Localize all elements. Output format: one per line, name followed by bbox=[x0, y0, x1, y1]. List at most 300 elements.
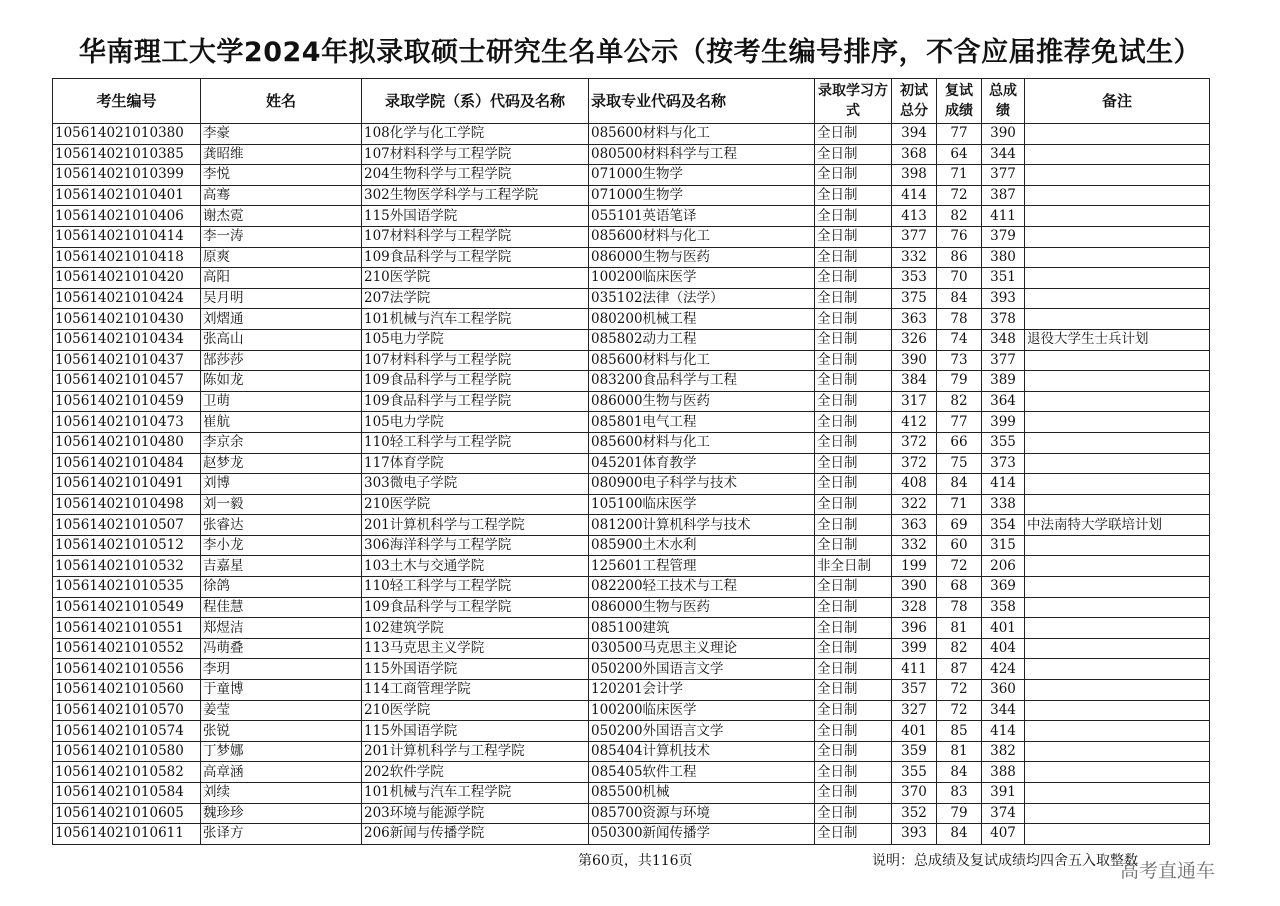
cell-study-mode: 全日制 bbox=[815, 391, 892, 412]
cell-remark bbox=[1025, 824, 1210, 845]
cell-remark bbox=[1025, 494, 1210, 515]
table-row bbox=[53, 474, 1210, 495]
table-row bbox=[53, 741, 1210, 762]
cell-study-mode: 全日制 bbox=[815, 803, 892, 824]
cell-name: 龚昭维 bbox=[201, 144, 362, 165]
cell-total-score: 206 bbox=[982, 556, 1025, 577]
table-row bbox=[53, 247, 1210, 268]
table-row bbox=[53, 329, 1210, 350]
cell-initial-score: 363 bbox=[892, 515, 937, 536]
cell-initial-score: 411 bbox=[892, 659, 937, 680]
cell-name: 冯萌叠 bbox=[201, 638, 362, 659]
cell-retest-score: 82 bbox=[937, 638, 982, 659]
cell-retest-score: 84 bbox=[937, 474, 982, 495]
cell-total-score: 389 bbox=[982, 371, 1025, 392]
cell-total-score: 401 bbox=[982, 618, 1025, 639]
cell-college: 117体育学院 bbox=[362, 453, 589, 474]
col-header-retest: 复试成绩 bbox=[937, 79, 982, 124]
cell-retest-score: 71 bbox=[937, 165, 982, 186]
cell-initial-score: 368 bbox=[892, 144, 937, 165]
table-row bbox=[53, 144, 1210, 165]
cell-college: 103土木与交通学院 bbox=[362, 556, 589, 577]
cell-college: 109食品科学与工程学院 bbox=[362, 391, 589, 412]
cell-student-id: 105614021010459 bbox=[53, 391, 201, 412]
cell-total-score: 404 bbox=[982, 638, 1025, 659]
cell-remark bbox=[1025, 206, 1210, 227]
cell-total-score: 407 bbox=[982, 824, 1025, 845]
cell-study-mode: 全日制 bbox=[815, 226, 892, 247]
table-row bbox=[53, 185, 1210, 206]
cell-initial-score: 414 bbox=[892, 185, 937, 206]
table-row bbox=[53, 824, 1210, 845]
cell-college: 115外国语学院 bbox=[362, 659, 589, 680]
cell-total-score: 373 bbox=[982, 453, 1025, 474]
cell-remark bbox=[1025, 659, 1210, 680]
table-row bbox=[53, 350, 1210, 371]
cell-study-mode: 全日制 bbox=[815, 350, 892, 371]
cell-retest-score: 73 bbox=[937, 350, 982, 371]
cell-student-id: 105614021010434 bbox=[53, 329, 201, 350]
cell-remark bbox=[1025, 721, 1210, 742]
cell-name: 李悦 bbox=[201, 165, 362, 186]
cell-remark bbox=[1025, 803, 1210, 824]
cell-initial-score: 332 bbox=[892, 535, 937, 556]
cell-college: 302生物医学科学与工程学院 bbox=[362, 185, 589, 206]
cell-remark bbox=[1025, 391, 1210, 412]
cell-major: 085600材料与化工 bbox=[589, 432, 815, 453]
cell-remark bbox=[1025, 247, 1210, 268]
cell-retest-score: 85 bbox=[937, 721, 982, 742]
table-row bbox=[53, 412, 1210, 433]
cell-total-score: 379 bbox=[982, 226, 1025, 247]
cell-initial-score: 399 bbox=[892, 638, 937, 659]
cell-college: 108化学与化工学院 bbox=[362, 124, 589, 145]
cell-student-id: 105614021010399 bbox=[53, 165, 201, 186]
table-row bbox=[53, 597, 1210, 618]
cell-retest-score: 81 bbox=[937, 741, 982, 762]
cell-major: 082200轻工技术与工程 bbox=[589, 577, 815, 598]
cell-name: 张高山 bbox=[201, 329, 362, 350]
cell-major: 086000生物与医药 bbox=[589, 597, 815, 618]
cell-student-id: 105614021010551 bbox=[53, 618, 201, 639]
cell-study-mode: 全日制 bbox=[815, 700, 892, 721]
cell-initial-score: 317 bbox=[892, 391, 937, 412]
table-row bbox=[53, 515, 1210, 536]
cell-total-score: 338 bbox=[982, 494, 1025, 515]
cell-name: 陈如龙 bbox=[201, 371, 362, 392]
cell-student-id: 105614021010507 bbox=[53, 515, 201, 536]
cell-major: 100200临床医学 bbox=[589, 700, 815, 721]
col-header-initial: 初试总分 bbox=[892, 79, 937, 124]
cell-college: 107材料科学与工程学院 bbox=[362, 350, 589, 371]
cell-retest-score: 64 bbox=[937, 144, 982, 165]
cell-student-id: 105614021010437 bbox=[53, 350, 201, 371]
cell-student-id: 105614021010582 bbox=[53, 762, 201, 783]
cell-initial-score: 372 bbox=[892, 432, 937, 453]
cell-college: 303微电子学院 bbox=[362, 474, 589, 495]
table-row bbox=[53, 391, 1210, 412]
cell-major: 085802动力工程 bbox=[589, 329, 815, 350]
cell-retest-score: 78 bbox=[937, 309, 982, 330]
cell-initial-score: 372 bbox=[892, 453, 937, 474]
cell-initial-score: 357 bbox=[892, 680, 937, 701]
cell-study-mode: 非全日制 bbox=[815, 556, 892, 577]
col-header-college: 录取学院（系）代码及名称 bbox=[362, 79, 589, 124]
cell-study-mode: 全日制 bbox=[815, 165, 892, 186]
table-row bbox=[53, 535, 1210, 556]
table-row bbox=[53, 618, 1210, 639]
table-row bbox=[53, 309, 1210, 330]
cell-total-score: 374 bbox=[982, 803, 1025, 824]
cell-name: 刘熠通 bbox=[201, 309, 362, 330]
cell-major: 085404计算机技术 bbox=[589, 741, 815, 762]
cell-name: 徐鸽 bbox=[201, 577, 362, 598]
table-row bbox=[53, 803, 1210, 824]
cell-total-score: 388 bbox=[982, 762, 1025, 783]
cell-name: 张译方 bbox=[201, 824, 362, 845]
cell-major: 085600材料与化工 bbox=[589, 226, 815, 247]
cell-student-id: 105614021010512 bbox=[53, 535, 201, 556]
cell-major: 085600材料与化工 bbox=[589, 124, 815, 145]
cell-retest-score: 75 bbox=[937, 453, 982, 474]
cell-total-score: 344 bbox=[982, 700, 1025, 721]
cell-initial-score: 377 bbox=[892, 226, 937, 247]
cell-study-mode: 全日制 bbox=[815, 721, 892, 742]
page-number: 第60页，共116页 bbox=[578, 853, 693, 869]
cell-major: 083200食品科学与工程 bbox=[589, 371, 815, 392]
cell-name: 李玥 bbox=[201, 659, 362, 680]
cell-major: 105100临床医学 bbox=[589, 494, 815, 515]
cell-study-mode: 全日制 bbox=[815, 762, 892, 783]
cell-remark bbox=[1025, 556, 1210, 577]
cell-student-id: 105614021010484 bbox=[53, 453, 201, 474]
cell-initial-score: 412 bbox=[892, 412, 937, 433]
cell-study-mode: 全日制 bbox=[815, 206, 892, 227]
cell-remark: 中法南特大学联培计划 bbox=[1025, 515, 1210, 536]
cell-major: 085405软件工程 bbox=[589, 762, 815, 783]
cell-name: 吉嘉星 bbox=[201, 556, 362, 577]
cell-college: 109食品科学与工程学院 bbox=[362, 597, 589, 618]
cell-major: 050200外国语言文学 bbox=[589, 659, 815, 680]
cell-name: 赵梦龙 bbox=[201, 453, 362, 474]
cell-initial-score: 394 bbox=[892, 124, 937, 145]
table-row bbox=[53, 659, 1210, 680]
cell-remark bbox=[1025, 124, 1210, 145]
cell-student-id: 105614021010457 bbox=[53, 371, 201, 392]
cell-name: 高骞 bbox=[201, 185, 362, 206]
cell-major: 071000生物学 bbox=[589, 165, 815, 186]
cell-retest-score: 81 bbox=[937, 618, 982, 639]
cell-remark bbox=[1025, 535, 1210, 556]
cell-retest-score: 70 bbox=[937, 268, 982, 289]
cell-remark bbox=[1025, 618, 1210, 639]
cell-remark bbox=[1025, 680, 1210, 701]
cell-name: 原爽 bbox=[201, 247, 362, 268]
cell-college: 115外国语学院 bbox=[362, 206, 589, 227]
cell-initial-score: 322 bbox=[892, 494, 937, 515]
cell-total-score: 364 bbox=[982, 391, 1025, 412]
cell-major: 085500机械 bbox=[589, 783, 815, 804]
cell-college: 115外国语学院 bbox=[362, 721, 589, 742]
cell-study-mode: 全日制 bbox=[815, 432, 892, 453]
cell-student-id: 105614021010380 bbox=[53, 124, 201, 145]
cell-remark bbox=[1025, 432, 1210, 453]
cell-total-score: 360 bbox=[982, 680, 1025, 701]
cell-retest-score: 76 bbox=[937, 226, 982, 247]
cell-student-id: 105614021010570 bbox=[53, 700, 201, 721]
cell-name: 郑煜洁 bbox=[201, 618, 362, 639]
cell-study-mode: 全日制 bbox=[815, 535, 892, 556]
admission-table bbox=[52, 78, 1210, 845]
cell-remark bbox=[1025, 371, 1210, 392]
table-header-row bbox=[53, 79, 1210, 124]
table-row bbox=[53, 206, 1210, 227]
cell-college: 210医学院 bbox=[362, 700, 589, 721]
col-header-id: 考生编号 bbox=[53, 79, 201, 124]
cell-total-score: 355 bbox=[982, 432, 1025, 453]
cell-study-mode: 全日制 bbox=[815, 515, 892, 536]
cell-retest-score: 72 bbox=[937, 185, 982, 206]
cell-initial-score: 353 bbox=[892, 268, 937, 289]
cell-name: 崔航 bbox=[201, 412, 362, 433]
cell-initial-score: 326 bbox=[892, 329, 937, 350]
cell-student-id: 105614021010584 bbox=[53, 783, 201, 804]
cell-retest-score: 71 bbox=[937, 494, 982, 515]
table-row bbox=[53, 165, 1210, 186]
cell-name: 刘一毅 bbox=[201, 494, 362, 515]
cell-major: 055101英语笔译 bbox=[589, 206, 815, 227]
cell-college: 113马克思主义学院 bbox=[362, 638, 589, 659]
cell-student-id: 105614021010473 bbox=[53, 412, 201, 433]
cell-remark bbox=[1025, 762, 1210, 783]
cell-college: 210医学院 bbox=[362, 268, 589, 289]
cell-remark bbox=[1025, 144, 1210, 165]
cell-major: 050300新闻传播学 bbox=[589, 824, 815, 845]
cell-retest-score: 78 bbox=[937, 597, 982, 618]
cell-initial-score: 359 bbox=[892, 741, 937, 762]
cell-student-id: 105614021010498 bbox=[53, 494, 201, 515]
cell-study-mode: 全日制 bbox=[815, 680, 892, 701]
cell-initial-score: 393 bbox=[892, 824, 937, 845]
cell-remark bbox=[1025, 474, 1210, 495]
cell-remark bbox=[1025, 453, 1210, 474]
cell-college: 204生物科学与工程学院 bbox=[362, 165, 589, 186]
cell-college: 306海洋科学与工程学院 bbox=[362, 535, 589, 556]
cell-initial-score: 332 bbox=[892, 247, 937, 268]
cell-study-mode: 全日制 bbox=[815, 124, 892, 145]
cell-total-score: 351 bbox=[982, 268, 1025, 289]
cell-study-mode: 全日制 bbox=[815, 783, 892, 804]
cell-total-score: 344 bbox=[982, 144, 1025, 165]
cell-college: 201计算机科学与工程学院 bbox=[362, 741, 589, 762]
table-row bbox=[53, 268, 1210, 289]
cell-remark bbox=[1025, 268, 1210, 289]
cell-retest-score: 86 bbox=[937, 247, 982, 268]
cell-major: 120201会计学 bbox=[589, 680, 815, 701]
cell-college: 109食品科学与工程学院 bbox=[362, 247, 589, 268]
cell-total-score: 399 bbox=[982, 412, 1025, 433]
page-title: 华南理工大学2024年拟录取硕士研究生名单公示（按考生编号排序，不含应届推荐免试生） bbox=[78, 37, 1202, 68]
cell-student-id: 105614021010406 bbox=[53, 206, 201, 227]
cell-retest-score: 69 bbox=[937, 515, 982, 536]
cell-study-mode: 全日制 bbox=[815, 288, 892, 309]
cell-college: 210医学院 bbox=[362, 494, 589, 515]
cell-retest-score: 84 bbox=[937, 762, 982, 783]
cell-remark bbox=[1025, 165, 1210, 186]
col-header-mode: 录取学习方式 bbox=[815, 79, 892, 124]
cell-student-id: 105614021010418 bbox=[53, 247, 201, 268]
cell-name: 郜莎莎 bbox=[201, 350, 362, 371]
cell-name: 谢杰霓 bbox=[201, 206, 362, 227]
cell-remark: 退役大学生士兵计划 bbox=[1025, 329, 1210, 350]
cell-initial-score: 375 bbox=[892, 288, 937, 309]
cell-name: 张睿达 bbox=[201, 515, 362, 536]
cell-study-mode: 全日制 bbox=[815, 741, 892, 762]
cell-name: 李豪 bbox=[201, 124, 362, 145]
cell-remark bbox=[1025, 700, 1210, 721]
cell-major: 100200临床医学 bbox=[589, 268, 815, 289]
table-body bbox=[53, 124, 1210, 845]
cell-remark bbox=[1025, 412, 1210, 433]
cell-remark bbox=[1025, 288, 1210, 309]
table-row bbox=[53, 762, 1210, 783]
table-row bbox=[53, 556, 1210, 577]
cell-study-mode: 全日制 bbox=[815, 577, 892, 598]
cell-study-mode: 全日制 bbox=[815, 185, 892, 206]
cell-college: 110轻工科学与工程学院 bbox=[362, 432, 589, 453]
cell-major: 086000生物与医药 bbox=[589, 247, 815, 268]
cell-total-score: 424 bbox=[982, 659, 1025, 680]
cell-retest-score: 72 bbox=[937, 556, 982, 577]
cell-study-mode: 全日制 bbox=[815, 329, 892, 350]
cell-initial-score: 355 bbox=[892, 762, 937, 783]
cell-total-score: 414 bbox=[982, 721, 1025, 742]
cell-college: 202软件学院 bbox=[362, 762, 589, 783]
cell-remark bbox=[1025, 783, 1210, 804]
cell-student-id: 105614021010560 bbox=[53, 680, 201, 701]
cell-retest-score: 68 bbox=[937, 577, 982, 598]
cell-initial-score: 390 bbox=[892, 350, 937, 371]
cell-study-mode: 全日制 bbox=[815, 247, 892, 268]
cell-total-score: 414 bbox=[982, 474, 1025, 495]
cell-name: 丁梦娜 bbox=[201, 741, 362, 762]
cell-major: 045201体育教学 bbox=[589, 453, 815, 474]
cell-initial-score: 363 bbox=[892, 309, 937, 330]
cell-college: 107材料科学与工程学院 bbox=[362, 144, 589, 165]
cell-name: 高阳 bbox=[201, 268, 362, 289]
cell-total-score: 378 bbox=[982, 309, 1025, 330]
cell-major: 125601工程管理 bbox=[589, 556, 815, 577]
cell-student-id: 105614021010580 bbox=[53, 741, 201, 762]
cell-remark bbox=[1025, 309, 1210, 330]
table-row bbox=[53, 371, 1210, 392]
cell-total-score: 382 bbox=[982, 741, 1025, 762]
cell-name: 李一涛 bbox=[201, 226, 362, 247]
cell-total-score: 387 bbox=[982, 185, 1025, 206]
cell-name: 高章涵 bbox=[201, 762, 362, 783]
cell-student-id: 105614021010430 bbox=[53, 309, 201, 330]
watermark: 高考直通车 bbox=[1120, 860, 1216, 882]
cell-initial-score: 413 bbox=[892, 206, 937, 227]
col-header-total: 总成绩 bbox=[982, 79, 1025, 124]
cell-initial-score: 370 bbox=[892, 783, 937, 804]
cell-college: 203环境与能源学院 bbox=[362, 803, 589, 824]
cell-total-score: 358 bbox=[982, 597, 1025, 618]
cell-student-id: 105614021010401 bbox=[53, 185, 201, 206]
cell-retest-score: 72 bbox=[937, 700, 982, 721]
cell-name: 吴月明 bbox=[201, 288, 362, 309]
cell-college: 105电力学院 bbox=[362, 329, 589, 350]
cell-total-score: 390 bbox=[982, 124, 1025, 145]
cell-student-id: 105614021010535 bbox=[53, 577, 201, 598]
cell-total-score: 393 bbox=[982, 288, 1025, 309]
cell-college: 107材料科学与工程学院 bbox=[362, 226, 589, 247]
cell-name: 李京余 bbox=[201, 432, 362, 453]
cell-initial-score: 384 bbox=[892, 371, 937, 392]
cell-major: 080500材料科学与工程 bbox=[589, 144, 815, 165]
cell-student-id: 105614021010420 bbox=[53, 268, 201, 289]
cell-remark bbox=[1025, 597, 1210, 618]
cell-name: 李小龙 bbox=[201, 535, 362, 556]
table-row bbox=[53, 721, 1210, 742]
cell-major: 030500马克思主义理论 bbox=[589, 638, 815, 659]
cell-student-id: 105614021010552 bbox=[53, 638, 201, 659]
cell-study-mode: 全日制 bbox=[815, 638, 892, 659]
cell-student-id: 105614021010549 bbox=[53, 597, 201, 618]
cell-college: 105电力学院 bbox=[362, 412, 589, 433]
cell-major: 085900土木水利 bbox=[589, 535, 815, 556]
cell-study-mode: 全日制 bbox=[815, 268, 892, 289]
cell-study-mode: 全日制 bbox=[815, 412, 892, 433]
table-row bbox=[53, 700, 1210, 721]
cell-initial-score: 199 bbox=[892, 556, 937, 577]
cell-student-id: 105614021010385 bbox=[53, 144, 201, 165]
cell-major: 085801电气工程 bbox=[589, 412, 815, 433]
cell-study-mode: 全日制 bbox=[815, 618, 892, 639]
cell-retest-score: 87 bbox=[937, 659, 982, 680]
cell-name: 刘续 bbox=[201, 783, 362, 804]
cell-name: 于童博 bbox=[201, 680, 362, 701]
cell-student-id: 105614021010611 bbox=[53, 824, 201, 845]
cell-college: 201计算机科学与工程学院 bbox=[362, 515, 589, 536]
table-row bbox=[53, 226, 1210, 247]
cell-major: 071000生物学 bbox=[589, 185, 815, 206]
cell-college: 206新闻与传播学院 bbox=[362, 824, 589, 845]
cell-student-id: 105614021010556 bbox=[53, 659, 201, 680]
cell-major: 080200机械工程 bbox=[589, 309, 815, 330]
cell-college: 114工商管理学院 bbox=[362, 680, 589, 701]
cell-remark bbox=[1025, 577, 1210, 598]
cell-retest-score: 60 bbox=[937, 535, 982, 556]
cell-retest-score: 79 bbox=[937, 803, 982, 824]
table-row bbox=[53, 680, 1210, 701]
cell-initial-score: 390 bbox=[892, 577, 937, 598]
footer-note: 说明：总成绩及复试成绩均四舍五入取整数 bbox=[872, 853, 1138, 869]
table-row bbox=[53, 783, 1210, 804]
cell-study-mode: 全日制 bbox=[815, 824, 892, 845]
cell-remark bbox=[1025, 741, 1210, 762]
cell-total-score: 369 bbox=[982, 577, 1025, 598]
table-row bbox=[53, 638, 1210, 659]
cell-major: 035102法律（法学） bbox=[589, 288, 815, 309]
cell-initial-score: 398 bbox=[892, 165, 937, 186]
table-row bbox=[53, 432, 1210, 453]
cell-initial-score: 396 bbox=[892, 618, 937, 639]
cell-retest-score: 66 bbox=[937, 432, 982, 453]
cell-major: 085600材料与化工 bbox=[589, 350, 815, 371]
cell-initial-score: 327 bbox=[892, 700, 937, 721]
cell-study-mode: 全日制 bbox=[815, 309, 892, 330]
